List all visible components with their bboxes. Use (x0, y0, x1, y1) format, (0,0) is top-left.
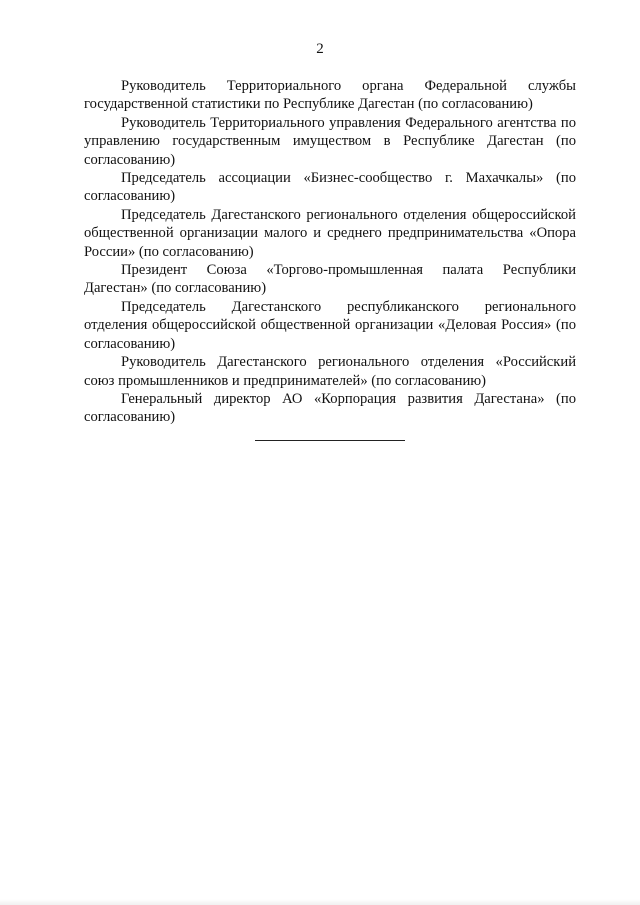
member-list (84, 77, 576, 427)
list-item: Председатель Дагестанского республиканского регионального отделения общероссийской общественной организации «Деловая Россия» (по согласованию) (84, 298, 576, 352)
list-item: Президент Союза «Торгово-промышленная палата Республики Дагестан» (по согласованию) (84, 262, 576, 297)
list-item: Председатель Дагестанского регионального отделения общероссийской общественной организации малого и среднего предпринимательства «Опора России» (по согласованию) (84, 206, 576, 260)
list-item: Председатель ассоциации «Бизнес-сообщество г. Махачкалы» (по согласованию) (84, 170, 576, 205)
end-divider (255, 440, 405, 441)
page-number: 2 (316, 41, 324, 57)
list-item: Руководитель Территориального управления Федерального агентства по управлению государственным имуществом в Республике Дагестан (по согласованию) (84, 114, 576, 168)
scan-edge-shadow (0, 899, 640, 905)
list-item: Генеральный директор АО «Корпорация развития Дагестана» (по согласованию) (84, 390, 576, 426)
list-item: Руководитель Дагестанского регионального отделения «Российский союз промышленников и предпринимателей» (по согласованию) (84, 354, 576, 389)
list-item: Руководитель Территориального органа Федеральной службы государственной статистики по Республике Дагестан (по согласованию) (84, 78, 576, 113)
